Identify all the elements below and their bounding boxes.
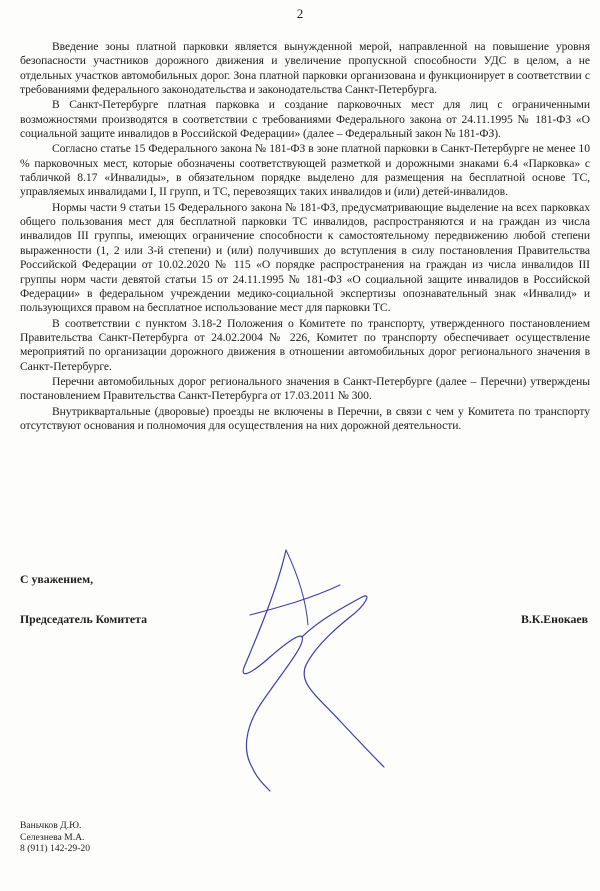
paragraph-courtyard-roads: Внутриквартальные (дворовые) проезды не включены в Перечни, в связи с чем у Комитета по транспорту отсутствуют основания и полномочия для осуществления на них дорожной деятельности.	[20, 404, 590, 432]
signature-flourish	[250, 550, 340, 625]
handwritten-signature	[190, 545, 410, 795]
signatory-position: Председатель Комитета	[20, 612, 147, 626]
paragraph-disabled-parking-law: В Санкт-Петербурге платная парковка и создание парковочных мест для лиц с ограниченными возможностями производятся в соответствии с требованиями Федерального закона от 24.11.1995 № 181-ФЗ «О социальной защите инвалидов в Российской Федерации» (далее – Федеральный закон № 181-ФЗ).	[20, 98, 590, 141]
executor-name-2: Селезнева М.А.	[20, 831, 85, 843]
executor-phone: 8 (911) 142-29-20	[20, 843, 90, 855]
paragraph-road-lists: Перечни автомобильных дорог регионального значения в Санкт-Петербурге (далее – Перечни) утверждены постановлением Правительства Санкт-Петербурга от 17.03.2011 № 300.	[20, 374, 590, 403]
closing-salutation: С уважением,	[20, 572, 94, 586]
page-number: 2	[296, 6, 304, 21]
signatory-name: В.К.Енокаев	[520, 612, 588, 626]
paragraph-group-three: Нормы части 9 статьи 15 Федерального закона № 181-ФЗ, предусматривающие выделение на всех парковках общего пользования мест для бесплатной парковки ТС инвалидов, распространяются и на граждан из числа инвалидов III группы, имеющих ограничение способности к самостоятельному передвижению любой степени выраженности (1, 2 или 3-й степени) и (или) получивших до вступления в силу постановления Правительства Российской Федерации от 10.02.2020 № 115 «О порядке распространения на граждан из числа инвалидов III группы норм части девятой статьи 15 от 24.11.1995 № 181-ФЗ «О социальной защите инвалидов в Российской Федерации» в федеральном учреждении медико-социальной экспертизы опознавательный знак «Инвалид» и пользующихся правом на бесплатное использование мест для парковки ТС.	[20, 200, 590, 315]
paragraph-article-15: Согласно статье 15 Федерального закона № 181-ФЗ в зоне платной парковки в Санкт-Петербурге не менее 10 % парковочных мест, которые обозначены соответствующей разметкой и дорожными знаками 6.4 «Парковка» с табличкой 8.17 «Инвалиды», в обязательном порядке выделено для размещения на бесплатной основе ТС, управляемых инвалидами I, II групп, и ТС, перевозящих таких инвалидов и (или) детей-инвалидов.	[20, 142, 590, 199]
paragraph-parking-zone: Введение зоны платной парковки является вынужденной мерой, направленной на повышение уровня безопасности участников дорожного движения и увеличение пропускной способности УДС в целом, а не отдельных участков автомобильных дорог. Зона платной парковки организована и функционирует в соответствии с требованиями федерального законодательства и законодательства Санкт-Петербурга.	[20, 40, 590, 97]
executor-name-1: Ваньчков Д.Ю.	[20, 820, 82, 831]
executor-contacts	[20, 820, 90, 855]
paragraph-committee-regulation: В соответствии с пунктом 3.18-2 Положения о Комитете по транспорту, утвержденного постановлением Правительства Санкт-Петербурга от 24.02.2004 № 226, Комитет по транспорту обеспечивает осуществление мероприятий по организации дорожного движения в отношении автомобильных дорог регионального значения в Санкт-Петербурге.	[20, 316, 590, 373]
letter-body	[20, 40, 590, 434]
signature-stroke	[243, 550, 384, 791]
